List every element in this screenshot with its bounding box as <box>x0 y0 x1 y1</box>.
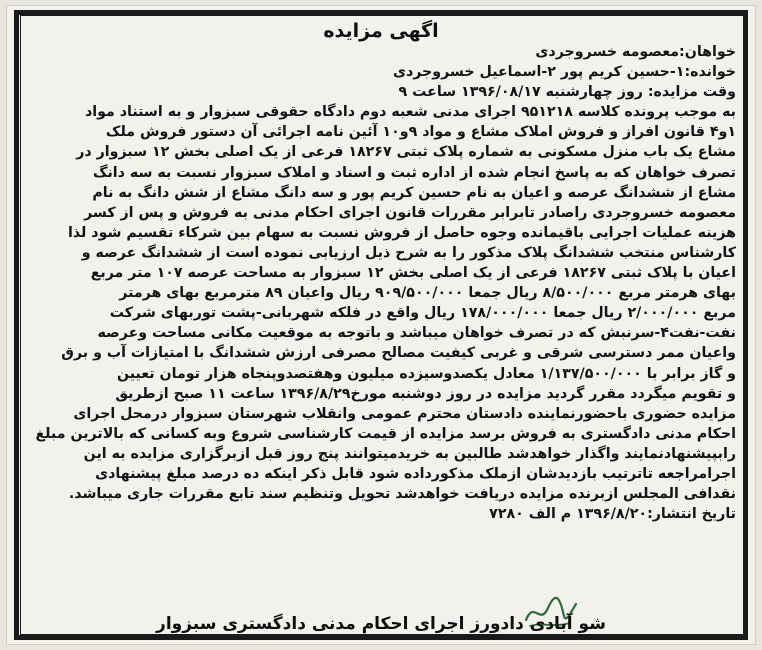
body-line: ۱و۴ قانون افراز و فروش املاک مشاع و مواد ۹و۱۰ آئین نامه اجرائی آن دستور فروش ملک <box>105 124 736 141</box>
body-line: معصومه خسروجردی راصادر تابرابر مقررات قانون اجرای احکام مدنی به فروش و پس از کسر <box>84 204 736 221</box>
plaintiff-line: خواهان:معصومه خسروجردی <box>535 44 736 60</box>
body-line: و تقویم میگردد مقرر گردید مزایده در روز دوشنبه مورخ۱۳۹۶/۸/۲۹ ساعت ۱۱ صبح ازطریق <box>115 385 736 402</box>
notice-body <box>28 42 736 524</box>
publish-date-line: تاریخ انتشار:۱۳۹۶/۸/۲۰ م الف ۷۲۸۰ <box>489 506 736 523</box>
body-line: کارشناس منتخب ششدانگ پلاک مذکور را به شرح ذیل ارزیابی نموده است از ششدانگ عرصه و <box>81 244 736 261</box>
body-line: مشاع یک باب منزل مسکونی به شماره پلاک ثبتی ۱۸۲۶۷ فرعی از یک اصلی بخش ۱۲ سبزوار در <box>76 144 736 161</box>
body-line: به موجب پرونده کلاسه ۹۵۱۲۱۸ اجرای مدنی شعبه دوم دادگاه حقوقی سبزوار و به استناد مواد <box>84 104 736 121</box>
body-line: نفت-نفت۴-سرنبش که در تصرف خواهان میباشد و باتوجه به موقعیت مکانی مساحت وعرصه <box>97 325 736 342</box>
body-line: مزایده حضوری باحضورنماینده دادستان محترم عمومی وانقلاب شهرستان سبزوار درمحل اجرای <box>73 405 736 422</box>
body-line: تصرف خواهان که به پاسخ انجام شده از اداره ثبت و اسناد و املاک سبزوار نسبت به سه دانگ <box>92 164 736 181</box>
defendants-line: خوانده:۱-حسین کریم پور ۲-اسماعیل خسروجردی <box>392 64 736 81</box>
body-line: و گاز برابر با ۱/۱۳۷/۵۰۰/۰۰۰ معادل یکصدوسیزده میلیون وهفتصدوپنجاه هزار تومان تعیین <box>116 365 736 382</box>
body-line: رابپیشنهادنمایند واگذار خواهدشد طالبین به خریدمیتوانند پنج روز قبل ازبرگزاری مزایده به این <box>83 445 736 462</box>
body-line: نقدافی المجلس ازبرنده مزایده دریافت خواهدشد تحویل وتنظیم سند تابع مقررات جاری میباشد. <box>68 486 736 503</box>
body-line: واعیان ممر دسترسی شرقی و غربی کیفیت مصالح مصرفی ارزش ششدانگ با امتیازات آب و برق <box>61 345 736 362</box>
body-line: احکام مدنی دادگستری به فروش برسد مزایده از قیمت کارشناسی شروع وبه کسانی که بالاترین مبلغ <box>35 425 736 442</box>
body-line: بهای هرمتر مربع ۸/۵۰۰/۰۰۰ ریال جمعا ۹۰۹/۵۰۰/۰۰۰ ریال واعیان ۸۹ مترمربع بهای هرمتر <box>119 285 736 302</box>
notice-title: اگهی مزایده <box>323 20 439 42</box>
body-line: هزینه عملیات اجرایی باقیمانده وجوه حاصل از فروش نسبت به سهام بین شرکاء تقسیم شود لذا <box>67 224 736 241</box>
body-line: مربع ۲/۰۰۰/۰۰۰ ریال جمعا ۱۷۸/۰۰۰/۰۰۰ ریال واقع در فلکه شهربانی-پشت توربهای شرکت <box>109 305 736 322</box>
auction-time-line: وقت مزایده: روز چهارشنبه ۱۳۹۶/۰۸/۱۷ ساعت ۹ <box>398 84 736 101</box>
issuer-signature-line: شو آبادی دادورز اجرای احکام مدنی دادگستری سبزوار <box>156 614 606 634</box>
body-line: اعیان با پلاک ثبتی ۱۸۲۶۷ فرعی از یک اصلی بخش ۱۲ سبزوار به مساحت عرصه ۱۰۷ متر مربع <box>90 265 736 282</box>
body-line: مشاع از ششدانگ عرصه و اعیان به نام حسین کریم پور و سه دانگ مشاع از شش دانگ به نام <box>92 184 736 201</box>
body-line: اجرامراجعه تاترتیب بازدیدشان ازملک مذکورداده شود قابل ذکر اینکه ده درصد مبلغ پیشنهادی <box>95 465 736 482</box>
